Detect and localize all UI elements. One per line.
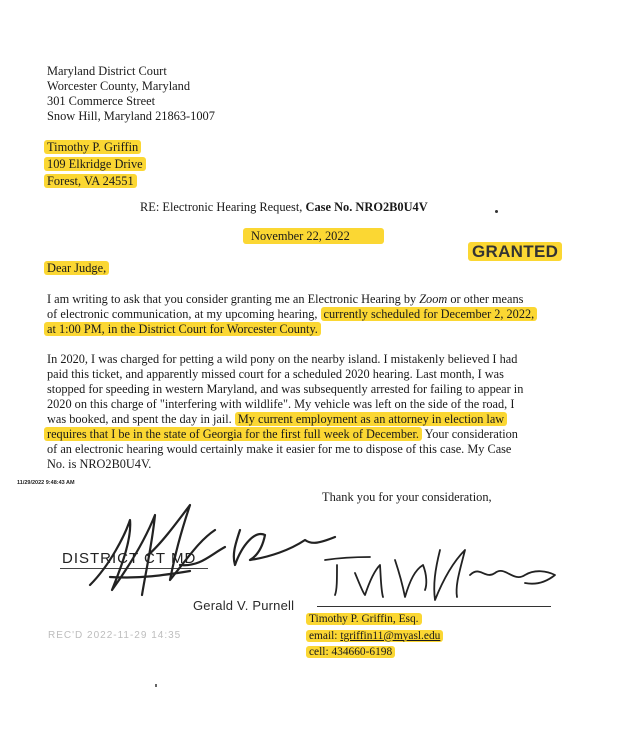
para2-line: 2020 on this charge of "interfering with wildlife". My vehicle was left on the side of the road, I bbox=[47, 397, 515, 411]
sender-street: 109 Elkridge Drive bbox=[44, 157, 146, 171]
zoom-word: Zoom bbox=[419, 292, 448, 306]
judge-name: Gerald V. Purnell bbox=[193, 598, 295, 613]
court-county: Worcester County, Maryland bbox=[47, 79, 191, 93]
email-link[interactable]: tgriffin11@myasl.edu bbox=[340, 629, 441, 642]
court-stamp-text: DISTRICT CT MD bbox=[62, 550, 197, 567]
para2-text: Your consideration bbox=[421, 427, 518, 441]
signature-block bbox=[306, 611, 443, 661]
griffin-signature bbox=[315, 535, 565, 615]
date-text: November 22, 2022 bbox=[243, 228, 384, 244]
court-name: Maryland District Court bbox=[47, 64, 167, 78]
para1-text: I am writing to ask that you consider granting me an Electronic Hearing by bbox=[47, 292, 420, 306]
court-street: 301 Commerce Street bbox=[47, 94, 156, 108]
georgia-highlight: requires that I be in the state of Georgia for the first full week of December. bbox=[44, 427, 422, 441]
salutation bbox=[44, 261, 109, 276]
paragraph-1 bbox=[47, 292, 537, 337]
email-label: email: bbox=[309, 629, 341, 642]
para1-text: or other means bbox=[447, 292, 524, 306]
fax-timestamp: 11/29/2022 9:48:43 AM bbox=[17, 480, 75, 486]
salutation-text: Dear Judge, bbox=[44, 261, 109, 275]
closing: Thank you for your consideration, bbox=[322, 490, 492, 504]
hearing-time-highlight: at 1:00 PM, in the District Court for Worcester County. bbox=[44, 322, 321, 336]
judge-signature bbox=[50, 495, 350, 605]
cell-number: cell: 434660-6198 bbox=[306, 646, 395, 658]
signature-line bbox=[317, 606, 551, 607]
court-city: Snow Hill, Maryland 21863-1007 bbox=[47, 109, 215, 123]
paragraph-2 bbox=[47, 352, 523, 472]
sender-address bbox=[44, 139, 146, 190]
signer-name: Timothy P. Griffin, Esq. bbox=[306, 613, 422, 625]
stray-mark bbox=[155, 684, 157, 687]
para2-line: In 2020, I was charged for petting a wild pony on the nearby island. I mistakenly believed I had bbox=[47, 352, 518, 366]
granted-stamp bbox=[468, 242, 562, 262]
court-address bbox=[47, 64, 215, 124]
para2-line: No. is NRO2B0U4V. bbox=[47, 457, 152, 471]
para2-line: paid this ticket, and apparently missed court for a scheduled 2020 hearing. Last month, I was bbox=[47, 367, 504, 381]
re-line bbox=[140, 200, 428, 215]
stray-dot bbox=[495, 210, 498, 213]
para2-line: stopped for speeding in western Maryland, and was subsequently arrested for failing to appear in bbox=[47, 382, 524, 396]
letter-date bbox=[243, 229, 384, 244]
sender-name: Timothy P. Griffin bbox=[44, 140, 141, 154]
para2-line: of an electronic hearing would certainly make it easier for me to dispose of this case. My Case bbox=[47, 442, 512, 456]
granted-text: GRANTED bbox=[468, 242, 562, 261]
para1-text: of electronic communication, at my upcoming hearing, bbox=[47, 307, 321, 321]
employment-highlight: My current employment as an attorney in election law bbox=[235, 412, 507, 426]
re-case-number: Case No. NRO2B0U4V bbox=[305, 200, 428, 214]
re-prefix: RE: Electronic Hearing Request, bbox=[140, 200, 303, 214]
para2-text: was booked, and spent the day in jail. bbox=[47, 412, 235, 426]
received-stamp: REC'D 2022-11-29 14:35 bbox=[48, 630, 182, 641]
hearing-date-highlight: currently scheduled for December 2, 2022, bbox=[321, 307, 538, 321]
sender-city: Forest, VA 24551 bbox=[44, 174, 137, 188]
